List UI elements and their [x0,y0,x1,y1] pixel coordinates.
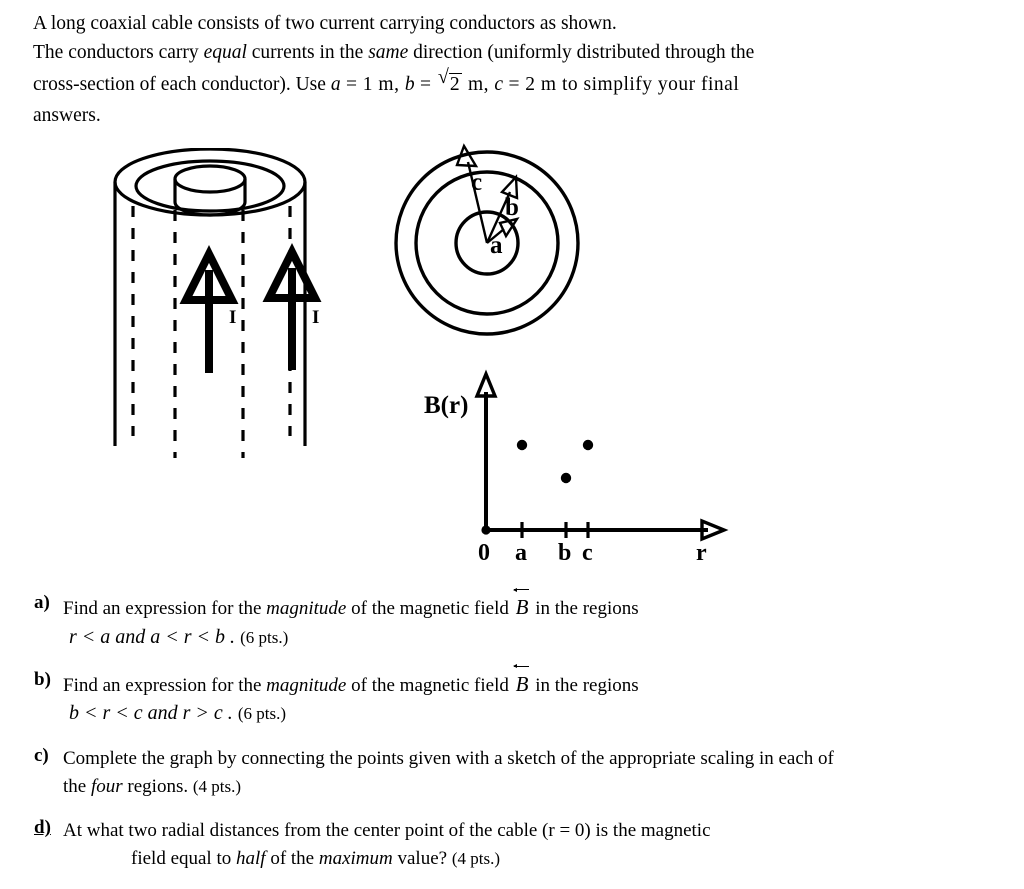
b-symbol-a: B [515,595,529,619]
question-c-line-1: Complete the graph by connecting the points given with a sketch of the appropriate scaling in each of [63,748,834,770]
figure-area [0,140,1024,580]
question-a-emphasis: magnitude [266,598,347,619]
question-a-text-1: Find an expression for the [63,598,267,619]
vector-arrow-icon [514,589,530,590]
question-item-a [0,592,1024,652]
b-vector-symbol-a [514,592,531,622]
value-c: = 2 m to simplify your final [503,73,740,95]
question-c-emphasis: four [90,775,123,797]
origin-dot [481,525,490,534]
question-c-text-1: the [63,775,91,797]
statement-line-2-part-a: The conductors carry [33,41,204,63]
data-point-c [583,440,593,450]
vector-arrow-icon [514,666,530,667]
radicand: 2 [449,73,460,95]
radical-icon: √ [437,65,449,88]
question-a-points: (6 pts.) [240,627,289,647]
question-item-b [0,669,1024,729]
current-arrow-right [269,252,315,370]
outer-top-ellipse [115,149,305,215]
cylinder-svg [96,148,346,468]
question-c-text-2: regions. [122,775,193,797]
statement-line-2-part-c: direction (uniformly distributed through the [408,41,755,63]
question-d-points: (4 pts.) [451,848,500,868]
tick-label-0: 0 [478,540,490,566]
current-label-left: I [229,307,237,328]
question-b-line-1 [63,669,1024,700]
question-a-text-3: in the regions [530,598,639,619]
question-d-text-1: field equal to [131,847,236,869]
data-point-b [561,473,571,483]
b-vector-symbol-b [514,669,531,699]
current-arrow-left [186,254,232,373]
variable-c: c [494,73,504,95]
question-label-a: a) [34,592,50,613]
data-point-a [517,440,527,450]
variable-b: b [404,73,415,95]
statement-line-3-part-a: cross-section of each conductor). Use [33,73,331,95]
question-b-emphasis: magnitude [266,674,347,696]
middle-top-ellipse [136,161,284,211]
statement-line-2 [33,39,913,68]
cross-section-label-a: a [490,232,503,259]
question-c-line-2 [63,773,1024,801]
question-label-c: c) [34,745,49,767]
statement-line-2-part-b: currents in the [246,41,369,63]
cross-section-label-b: b [505,194,519,221]
tick-label-b: b [558,540,572,566]
variable-a: a [330,73,341,95]
unit-b: m, [462,73,495,95]
question-c-points: (4 pts.) [192,776,242,796]
data-points [517,440,593,483]
question-d-line-1: At what two radial distances from the center point of the cable (r = 0) is the magnetic [63,820,711,842]
question-b-math: b < r < c and r > c . [69,702,233,725]
graph-svg [400,368,740,568]
question-item-d [0,817,1024,872]
statement-line-4: answers. [33,104,101,126]
question-item-c [0,745,1024,800]
cross-section-svg [378,140,593,350]
statement-line-3 [33,65,913,102]
question-a-line-1 [63,592,1024,623]
questions-list [0,592,1024,889]
question-label-d: d) [34,817,51,839]
question-a-text-2: of the magnetic field [346,598,514,619]
question-d-emphasis-half: half [236,847,266,869]
question-b-line-2 [63,699,1024,728]
question-a-line-2 [63,623,1024,652]
statement-emphasis-equal: equal [203,41,247,63]
question-d-text-3: value? [392,847,452,869]
x-axis-label: r [696,540,707,566]
tick-label-a: a [515,540,527,566]
question-label-b: b) [34,668,51,690]
statement-line-1: A long coaxial cable consists of two current carrying conductors as shown. [33,13,617,34]
question-d-emphasis-maximum: maximum [318,847,393,869]
y-axis [477,374,495,530]
problem-statement [33,10,913,131]
equals-b: = [414,73,437,95]
value-a: = 1 m, [340,73,405,95]
b-symbol-b: B [515,671,529,696]
inner-core-top-ellipse [175,166,245,192]
question-b-text-1: Find an expression for the [63,674,267,696]
question-b-points: (6 pts.) [237,704,286,724]
cross-section-figure [378,140,593,350]
statement-emphasis-same: same [368,41,409,63]
current-label-right: I [312,307,320,328]
cross-section-label-c: c [471,169,483,196]
sqrt-expression [437,65,462,102]
question-d-text-2: of the [265,847,319,869]
cylinder-figure [96,148,346,468]
graph-figure [400,368,740,568]
question-b-text-3: in the regions [530,674,639,696]
question-d-line-2 [63,845,1024,873]
question-a-math: r < a and a < r < b . [69,625,236,648]
y-axis-label: B(r) [424,392,469,419]
tick-label-c: c [582,540,593,566]
question-b-text-2: of the magnetic field [346,674,514,696]
